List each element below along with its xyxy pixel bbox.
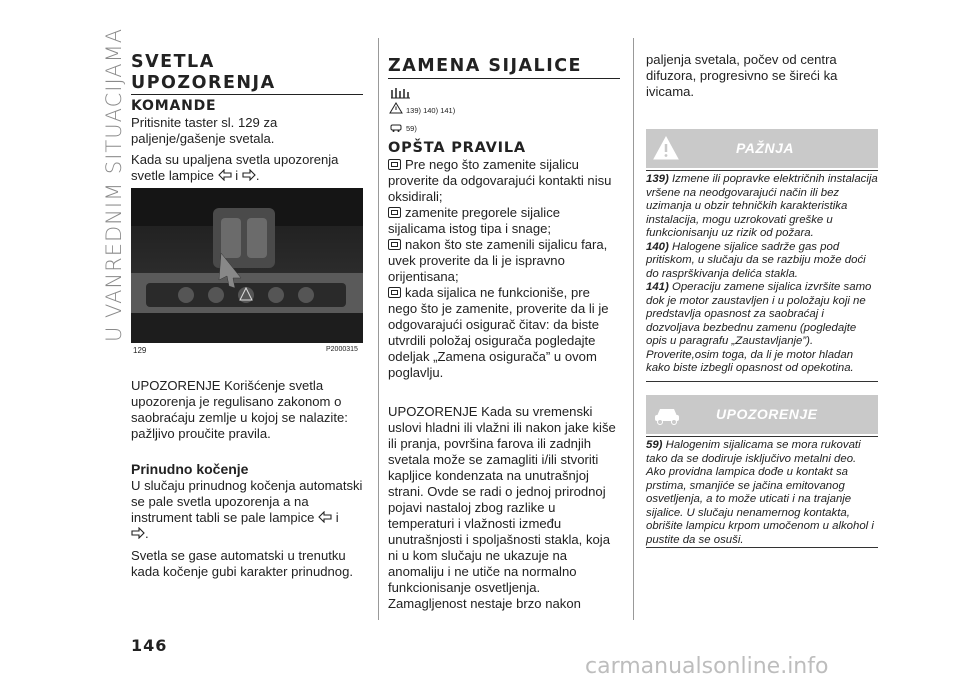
column-divider bbox=[633, 38, 634, 620]
section-title-line2: UPOZORENJA bbox=[131, 73, 276, 93]
turn-signal-right-icon bbox=[242, 169, 256, 181]
subheading-opsta-pravila: OPŠTA PRAVILA bbox=[388, 140, 526, 156]
list-item bbox=[388, 157, 620, 205]
bullet-list bbox=[388, 157, 620, 381]
tools-icon bbox=[390, 86, 412, 100]
title-rule bbox=[131, 94, 363, 95]
warning-triangle-icon bbox=[652, 135, 680, 161]
footer-watermark: carmanualsonline.info bbox=[585, 654, 829, 679]
list-item bbox=[388, 205, 620, 237]
turn-signal-left-icon bbox=[218, 169, 232, 181]
figure-code: P2000315 bbox=[326, 346, 358, 353]
column-divider bbox=[378, 38, 379, 620]
note-box-title: UPOZORENJE bbox=[716, 406, 818, 422]
paragraph: Pritisnite taster sl. 129 za paljenje/gašenje svetala. bbox=[131, 115, 278, 146]
car-skid-icon bbox=[389, 121, 403, 133]
figure-number: 129 bbox=[133, 346, 147, 355]
paragraph: UPOZORENJE Kada su vremenski uslovi hladni ili vlažni ili nakon jake kiše ili pranja, površina farova ili zadnjih svetala može se zamagliti i/ili stvoriti kapljice kondenzata na unutrašnjoj strani. Ovde se radi o jednoj prirodnoj pojavi nastaloj zbog razlike u temperaturi i vlažnosti između unutrašnjosti i spoljašnosti stakla, koja ni u kom slučaju ne ukazuje na anomaliju i ne utiče na normalno funkcionisanje osvetljenja. Zamagljenost nestaje brzo nakon bbox=[388, 404, 616, 611]
paragraph-text: i bbox=[335, 510, 339, 525]
subheading-prinudno: Prinudno kočenje bbox=[131, 461, 249, 477]
section-title-line1: SVETLA bbox=[131, 52, 215, 72]
warning-references: 139) 140) 141) bbox=[406, 106, 456, 115]
warning-number: 139) bbox=[646, 173, 669, 185]
warning-number: 140) bbox=[646, 240, 669, 253]
warning-item bbox=[646, 241, 878, 282]
note-box-body bbox=[646, 439, 878, 547]
paragraph-text: . bbox=[145, 526, 149, 541]
note-number: 59) bbox=[646, 439, 663, 451]
list-item-text: kada sijalica ne funkcioniše, pre nego što je zamenite, proverite da li je odgovarajući osigurač čitav: da biste utvrdili položaj osigurača pogledajte odeljak „Zamena osigurača” u ovom poglavlju. bbox=[388, 285, 609, 380]
list-item bbox=[388, 285, 620, 381]
chapter-title-text: U VANREDNIM SITUACIJAMA bbox=[102, 27, 126, 342]
list-item-text: Pre nego što zamenite sijalicu proverite da odgovarajući kontakti nisu oksidirali; bbox=[388, 157, 612, 204]
paragraph: Svetla se gase automatski u trenutku kada kočenje gubi karakter prinudnog. bbox=[131, 548, 354, 579]
paragraph bbox=[131, 152, 361, 184]
paragraph-text: . bbox=[255, 168, 260, 183]
paragraph bbox=[131, 478, 363, 542]
turn-signal-right-icon bbox=[131, 527, 145, 539]
subheading-komande: KOMANDE bbox=[131, 98, 217, 114]
warning-number: 141) bbox=[646, 281, 669, 293]
warning-triangle-icon bbox=[389, 102, 403, 114]
title-rule bbox=[388, 78, 620, 79]
note-references: 59) bbox=[406, 124, 417, 133]
warning-box-header bbox=[646, 129, 878, 168]
warning-item bbox=[646, 173, 878, 241]
divider bbox=[646, 547, 878, 548]
list-item-text: nakon što ste zamenili sijalicu fara, uvek proverite da li je ispravno orijentisana; bbox=[388, 237, 608, 284]
divider bbox=[646, 381, 878, 382]
turn-signal-left-icon bbox=[318, 511, 332, 523]
warning-box-body bbox=[646, 173, 878, 376]
paragraph-text: i bbox=[235, 168, 239, 183]
car-skid-icon bbox=[652, 402, 682, 426]
hazard-switch-illustration bbox=[131, 188, 363, 343]
page-number: 146 bbox=[131, 636, 168, 655]
note-item bbox=[646, 439, 878, 547]
divider bbox=[646, 170, 878, 171]
list-item bbox=[388, 237, 620, 285]
dashboard-photo bbox=[131, 188, 363, 343]
warning-text: Izmene ili popravke električnih instalacija vršene na neodgovarajući način ili bez uzimanja u obzir tehničkih karakteristika instalacija, mogu uzrokovati greške u funkcionisanju uz rizik od požara. bbox=[646, 173, 878, 239]
divider bbox=[646, 436, 878, 437]
list-item-text: zamenite pregorele sijalice sijalicama istog tipa i snage; bbox=[388, 205, 561, 236]
warning-item bbox=[646, 281, 878, 376]
paragraph: paljenja svetala, počev od centra difuzora, progresivno se šireći ka ivicama. bbox=[646, 52, 838, 99]
sidebar-chapter-title bbox=[92, 27, 126, 342]
note-box-header bbox=[646, 395, 878, 434]
warning-box-title: PAŽNJA bbox=[736, 140, 794, 156]
warning-text: Operaciju zamene sijalica izvršite samo dok je motor zaustavljen i u položaju koji ne predstavlja opasnost za saobraćaj i dozvoljava bezbednu zamenu (pogledajte opis u paragrafu „Zaustavljanje”). Proverite,osim toga, da li je motor hladan kako biste izbegli opasnost od opekotina. bbox=[646, 281, 872, 374]
section-title: ZAMENA SIJALICE bbox=[388, 56, 583, 76]
paragraph-text: Kada su upaljena svetla upozorenja svetle lampice bbox=[131, 152, 339, 183]
paragraph-text: U slučaju prinudnog kočenja automatski se pale svetla upozorenja a na instrument tabli se pale lampice bbox=[131, 478, 363, 525]
warning-text: Halogene sijalice sadrže gas pod pritiskom, u slučaju da se razbiju može doći do rasprškivanja delića stakla. bbox=[646, 240, 866, 280]
note-text: Halogenim sijalicama se mora rukovati tako da se dodiruje isključivo metalni deo. Ako providna lampica dođe u kontakt sa prstima, smanjiće se jačina emitovanog osvetljenja, a to može uticati i na trajanje sijalice. U slučaju nenamernog kontakta, obrišite lampicu krpom umočenom u alkohol i pustite da se osuši. bbox=[646, 439, 874, 546]
paragraph: UPOZORENJE Korišćenje svetla upozorenja je regulisano zakonom o saobraćaju zemlje u kojoj se nalazite: pažljivo proučite pravila. bbox=[131, 378, 348, 441]
